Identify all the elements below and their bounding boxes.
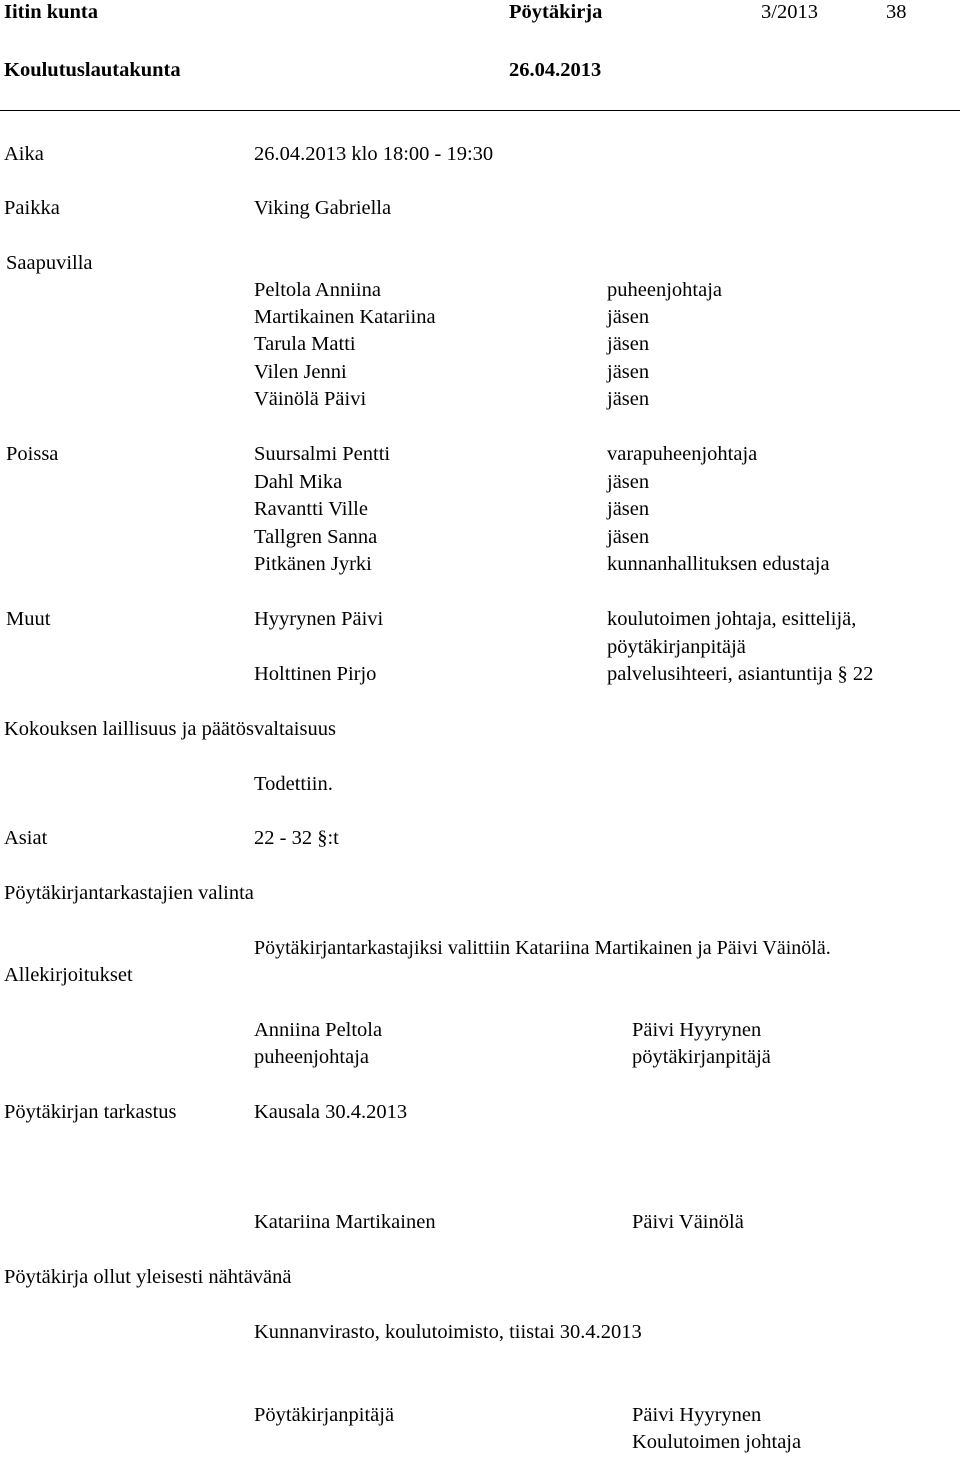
place-value: Viking Gabriella	[254, 197, 392, 219]
others-member-role-continued: pöytäkirjanpitäjä	[607, 636, 746, 658]
absent-member-name: Suursalmi Pentti	[254, 443, 391, 465]
meeting-date: 26.04.2013	[509, 59, 602, 81]
present-member-role: jäsen	[607, 306, 650, 328]
checkers-text: Pöytäkirjantarkastajiksi valittiin Katariina Martikainen ja Päivi Väinölä.	[254, 937, 831, 959]
board-name: Koulutuslautakunta	[4, 59, 181, 81]
others-member-name: Hyyrynen Päivi	[254, 608, 384, 630]
legality-heading: Kokouksen laillisuus ja päätösvaltaisuus	[4, 718, 336, 740]
others-member-name: Holttinen Pirjo	[254, 663, 377, 685]
present-member-name: Vilen Jenni	[254, 361, 347, 383]
review-signer-right: Päivi Väinölä	[632, 1211, 744, 1233]
present-member-role: jäsen	[607, 361, 650, 383]
absent-member-name: Ravantti Ville	[254, 498, 368, 520]
review-label: Pöytäkirjan tarkastus	[4, 1101, 177, 1123]
present-member-name: Tarula Matti	[254, 333, 356, 355]
public-place-date: Kunnanvirasto, koulutoimisto, tiistai 30.4.2013	[254, 1321, 642, 1343]
public-label: Pöytäkirja ollut yleisesti nähtävänä	[4, 1266, 292, 1288]
present-member-name: Peltola Anniina	[254, 279, 381, 301]
legality-text: Todettiin.	[254, 773, 333, 795]
signature-left-name: Anniina Peltola	[254, 1019, 383, 1041]
present-member-role: puheenjohtaja	[607, 279, 722, 301]
place-label: Paikka	[4, 197, 60, 219]
present-member-role: jäsen	[607, 388, 650, 410]
absent-label: Poissa	[6, 443, 59, 465]
checkers-heading: Pöytäkirjantarkastajien valinta	[4, 882, 254, 904]
public-right-name: Päivi Hyyrynen	[632, 1404, 762, 1426]
page-number: 38	[886, 1, 907, 23]
public-right-role: Koulutoimen johtaja	[632, 1431, 802, 1453]
signature-right-name: Päivi Hyyrynen	[632, 1019, 762, 1041]
absent-member-role: jäsen	[607, 526, 650, 548]
review-place-date: Kausala 30.4.2013	[254, 1101, 408, 1123]
others-label: Muut	[6, 608, 51, 630]
absent-member-role: jäsen	[607, 498, 650, 520]
time-label: Aika	[4, 143, 44, 165]
others-member-role: koulutoimen johtaja, esittelijä,	[607, 608, 857, 630]
others-member-role: palvelusihteeri, asiantuntija § 22	[607, 663, 874, 685]
minutes-number: 3/2013	[761, 1, 818, 23]
absent-member-role: jäsen	[607, 471, 650, 493]
absent-member-role: varapuheenjohtaja	[607, 443, 758, 465]
signature-left-role: puheenjohtaja	[254, 1046, 369, 1068]
review-signer-left: Katariina Martikainen	[254, 1211, 436, 1233]
absent-member-name: Dahl Mika	[254, 471, 343, 493]
time-value: 26.04.2013 klo 18:00 - 19:30	[254, 143, 494, 165]
header-divider	[0, 110, 960, 111]
present-label: Saapuvilla	[6, 252, 93, 274]
present-member-name: Martikainen Katariina	[254, 306, 436, 328]
municipality-name: Iitin kunta	[4, 1, 99, 23]
public-left-role: Pöytäkirjanpitäjä	[254, 1404, 395, 1426]
signature-right-role: pöytäkirjanpitäjä	[632, 1046, 771, 1068]
absent-member-role: kunnanhallituksen edustaja	[607, 553, 830, 575]
document-type: Pöytäkirja	[509, 1, 603, 23]
absent-member-name: Tallgren Sanna	[254, 526, 378, 548]
present-member-name: Väinölä Päivi	[254, 388, 367, 410]
signatures-label: Allekirjoitukset	[4, 964, 133, 986]
absent-member-name: Pitkänen Jyrki	[254, 553, 372, 575]
items-value: 22 - 32 §:t	[254, 827, 339, 849]
items-label: Asiat	[4, 827, 48, 849]
present-member-role: jäsen	[607, 333, 650, 355]
